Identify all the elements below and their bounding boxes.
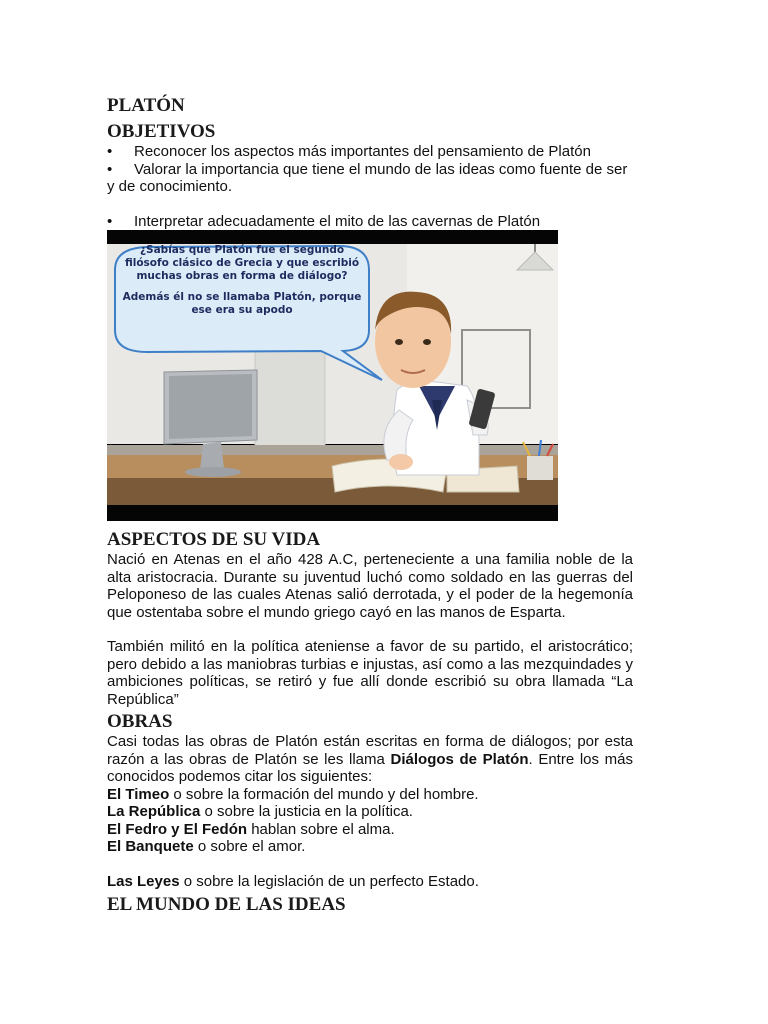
bubble-fact: Además él no se llamaba Platón, porque ese era su apodo (122, 291, 362, 316)
vida-paragraph-1: Nació en Atenas en el año 428 A.C, perteneciente a una familia noble de la alta aristocracia. Durante su juventud luchó como soldado en las guerras del Peloponeso de las cuales Atenas salió derrotada, y el poder de la hegemonía que ostentaba sobre el mundo griego cayó en las manos de Esparta. (107, 551, 633, 621)
objetivo-item-1: • Reconocer los aspectos más importantes del pensamiento de Platón (107, 143, 633, 161)
obras-heading: OBRAS (107, 711, 173, 732)
bubble-question: ¿Sabías que Platón fue el segundo filósofo clásico de Grecia y que escribió muchas obras en forma de diálogo? (124, 244, 360, 282)
obra-item: El Fedro y El Fedón hablan sobre el alma. (107, 820, 395, 838)
dialogos-term: Diálogos de Platón (390, 750, 529, 768)
objetivos-list (107, 143, 633, 230)
obra-item: La República o sobre la justicia en la política. (107, 803, 413, 820)
vida-heading: ASPECTOS DE SU VIDA (107, 529, 321, 550)
objetivo-item-2: • Valorar la importancia que tiene el mundo de las ideas como fuente de ser y de conocimiento. (107, 161, 633, 196)
speech-bubble-text (117, 244, 367, 317)
page-title: PLATÓN (107, 95, 185, 116)
obra-item: Las Leyes o sobre la legislación de un perfecto Estado. (107, 872, 479, 890)
ideas-heading: EL MUNDO DE LAS IDEAS (107, 894, 346, 915)
obra-item: El Timeo o sobre la formación del mundo y del hombre. (107, 785, 479, 803)
obra-item: El Banquete o sobre el amor. (107, 838, 306, 855)
objetivos-heading: OBJETIVOS (107, 121, 216, 142)
document-page (107, 95, 633, 916)
obras-intro: Casi todas las obras de Platón están escritas en forma de diálogos; por esta razón a las obras de Platón se les llama Diálogos de Platón. Entre los más conocidos podemos citar los siguientes: (107, 733, 633, 785)
objetivo-item-3: • Interpretar adecuadamente el mito de las cavernas de Platón (107, 213, 633, 231)
vida-paragraph-2: También militó en la política ateniense a favor de su partido, el aristocrático; pero debido a las maniobras turbias e injustas, así como a las mezquindades y ambiciones políticas, se retiró y fue allí donde escribió su obra llamada “La República” (107, 638, 633, 708)
plato-illustration (107, 230, 558, 521)
